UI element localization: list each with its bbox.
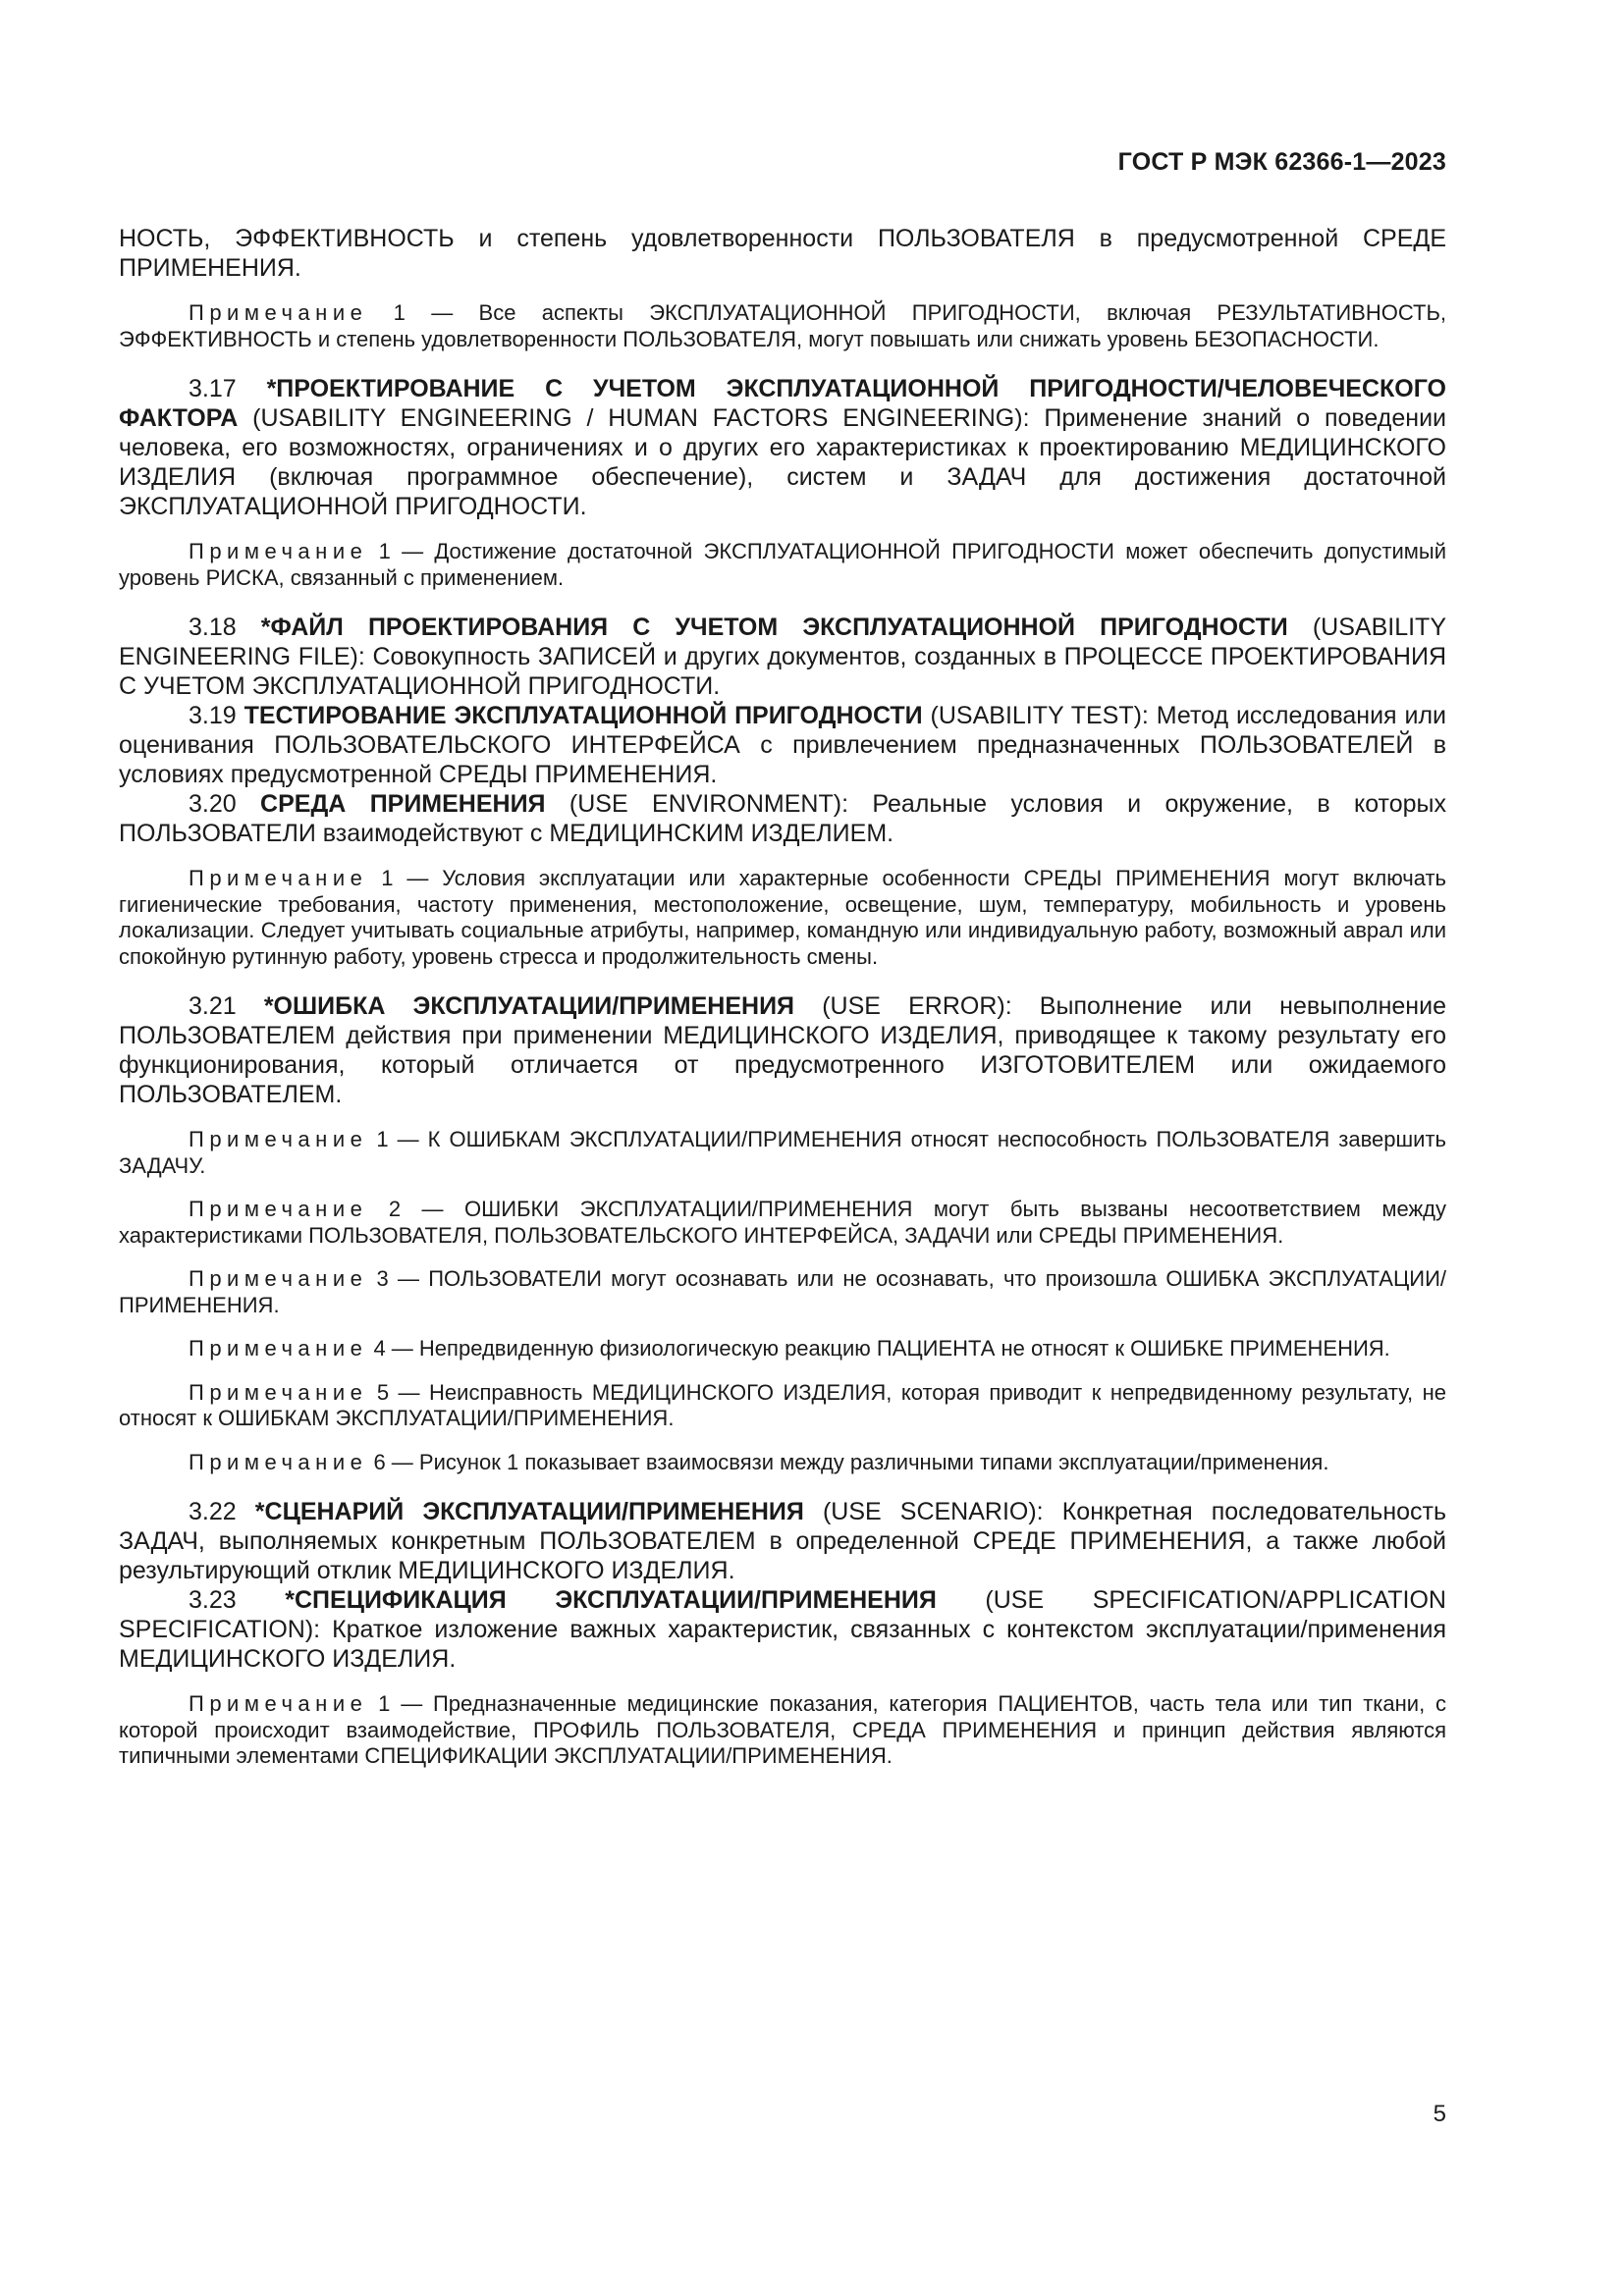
note-text: 4 — Непредвиденную физиологическую реакцию ПАЦИЕНТА не относят к ОШИБКЕ ПРИМЕНЕНИЯ. (367, 1336, 1390, 1361)
note-3-21-2 (119, 1197, 1446, 1249)
note-text: 1 — Предназначенные медицинские показания, категория ПАЦИЕНТОВ, часть тела или тип ткани, с которой происходит взаимодействие, ПРОФИЛЬ ПОЛЬЗОВАТЕЛЯ, СРЕДА ПРИМЕНЕНИЯ и принцип действия являются типичными элементами СПЕЦИФИКАЦИИ ЭКСПЛУАТАЦИИ/ПРИМЕНЕНИЯ. (119, 1691, 1446, 1768)
note-text: 1 — Условия эксплуатации или характерные особенности СРЕДЫ ПРИМЕНЕНИЯ могут включать гигиенические требования, частоту применения, местоположение, освещение, шум, температуру, мобильность и уровень локализации. Следует учитывать социальные атрибуты, например, командную или индивидуальную работу, возможный аврал или спокойную рутинную работу, уровень стресса и продолжительность смены. (119, 866, 1446, 969)
term-title: *ОШИБКА ЭКСПЛУАТАЦИИ/ПРИМЕНЕНИЯ (263, 992, 795, 1020)
term-definition: (USABILITY ENGINEERING / HUMAN FACTORS ENGINEERING): Применение знаний о поведении человека, его возможностях, ограничениях и о других его характеристиках к проектированию МЕДИЦИНСКОГО ИЗДЕЛИЯ (включая программное обеспечение), систем и ЗАДАЧ для достижения достаточной ЭКСПЛУАТАЦИОННОЙ ПРИГОДНОСТИ. (119, 404, 1446, 520)
term-definition: (USE SPECIFICATION/APPLICATION SPECIFICATION): Краткое изложение важных характеристик, связанных с контекстом эксплуатации/применения МЕДИЦИНСКОГО ИЗДЕЛИЯ. (119, 1586, 1446, 1673)
term-number: 3.19 (189, 702, 244, 729)
term-number: 3.22 (189, 1498, 255, 1525)
term-number: 3.18 (189, 614, 261, 641)
term-number: 3.17 (189, 375, 267, 402)
note-3-21-4 (119, 1336, 1446, 1362)
note-text: 1 — К ОШИБКАМ ЭКСПЛУАТАЦИИ/ПРИМЕНЕНИЯ относят неспособность ПОЛЬЗОВАТЕЛЯ завершить ЗАДАЧУ. (119, 1127, 1446, 1178)
page-number: 5 (1433, 2101, 1446, 2127)
note-intro-1 (119, 300, 1446, 352)
note-label: Примечание (189, 300, 368, 325)
term-definition: (USABILITY TEST): Метод исследования или оценивания ПОЛЬЗОВАТЕЛЬСКОГО ИНТЕРФЕЙСА с привлечением предназначенных ПОЛЬЗОВАТЕЛЕЙ в условиях предусмотренной СРЕДЫ ПРИМЕНЕНИЯ. (119, 702, 1447, 788)
note-text: 1 — Достижение достаточной ЭКСПЛУАТАЦИОННОЙ ПРИГОДНОСТИ может обеспечить допустимый уровень РИСКА, связанный с применением. (119, 539, 1446, 590)
intro-paragraph: НОСТЬ, ЭФФЕКТИВНОСТЬ и степень удовлетворенности ПОЛЬЗОВАТЕЛЯ в предусмотренной СРЕДЕ ПРИМЕНЕНИЯ. (119, 225, 1446, 282)
document-code: ГОСТ Р МЭК 62366-1—2023 (1117, 148, 1446, 176)
term-3-19 (119, 701, 1446, 789)
note-text: 1 — Все аспекты ЭКСПЛУАТАЦИОННОЙ ПРИГОДНОСТИ, включая РЕЗУЛЬТАТИВНОСТЬ, ЭФФЕКТИВНОСТЬ и степень удовлетворенности ПОЛЬЗОВАТЕЛЯ, могут повышать или снижать уровень БЕЗОПАСНОСТИ. (119, 300, 1446, 351)
term-number: 3.21 (189, 992, 264, 1020)
term-3-23 (119, 1585, 1446, 1674)
term-3-18 (119, 613, 1446, 701)
note-label: Примечание (189, 1449, 368, 1474)
note-label: Примечание (189, 1691, 368, 1716)
term-3-21 (119, 991, 1446, 1109)
note-label: Примечание (189, 1266, 368, 1291)
term-definition: (USABILITY ENGINEERING FILE): Совокупность ЗАПИСЕЙ и других документов, созданных в ПРОЦЕССЕ ПРОЕКТИРОВАНИЯ С УЧЕТОМ ЭКСПЛУАТАЦИОННОЙ ПРИГОДНОСТИ. (119, 614, 1446, 700)
note-3-20-1 (119, 866, 1446, 970)
term-title: СРЕДА ПРИМЕНЕНИЯ (260, 790, 546, 818)
term-title: ТЕСТИРОВАНИЕ ЭКСПЛУАТАЦИОННОЙ ПРИГОДНОСТИ (244, 702, 923, 729)
term-title: *ПРОЕКТИРОВАНИЕ С УЧЕТОМ ЭКСПЛУАТАЦИОННОЙ ПРИГОДНОСТИ/ЧЕЛОВЕЧЕСКОГО ФАКТОРА (119, 375, 1447, 432)
term-definition: (USE SCENARIO): Конкретная последовательность ЗАДАЧ, выполняемых конкретным ПОЛЬЗОВАТЕЛЕМ в определенной СРЕДЕ ПРИМЕНЕНИЯ, а также любой результирующий отклик МЕДИЦИНСКОГО ИЗДЕЛИЯ. (119, 1498, 1447, 1584)
note-text: 6 — Рисунок 1 показывает взаимосвязи между различными типами эксплуатации/применения. (367, 1449, 1329, 1474)
note-3-21-1 (119, 1127, 1446, 1179)
note-label: Примечание (189, 1336, 368, 1361)
note-label: Примечание (189, 1127, 368, 1151)
term-3-20 (119, 789, 1446, 848)
note-label: Примечание (189, 1379, 368, 1405)
note-label: Примечание (189, 866, 368, 890)
note-3-21-5 (119, 1380, 1446, 1432)
note-text: 3 — ПОЛЬЗОВАТЕЛИ могут осознавать или не осознавать, что произошла ОШИБКА ЭКСПЛУАТАЦИИ/ПРИМЕНЕНИЯ. (119, 1266, 1446, 1317)
note-3-21-6 (119, 1450, 1446, 1476)
note-3-23-1 (119, 1691, 1446, 1770)
note-text: 5 — Неисправность МЕДИЦИНСКОГО ИЗДЕЛИЯ, которая приводит к непредвиденному результату, не относят к ОШИБКАМ ЭКСПЛУАТАЦИИ/ПРИМЕНЕНИЯ. (119, 1379, 1446, 1430)
term-number: 3.23 (189, 1586, 286, 1614)
term-number: 3.20 (189, 790, 261, 818)
note-label: Примечание (189, 539, 368, 563)
note-3-21-3 (119, 1266, 1446, 1318)
note-label: Примечание (189, 1197, 368, 1221)
term-definition: (USE ENVIRONMENT): Реальные условия и окружение, в которых ПОЛЬЗОВАТЕЛИ взаимодействуют с МЕДИЦИНСКИМ ИЗДЕЛИЕМ. (119, 790, 1446, 847)
term-title: *СПЕЦИФИКАЦИЯ ЭКСПЛУАТАЦИИ/ПРИМЕНЕНИЯ (285, 1586, 937, 1614)
term-title: *СЦЕНАРИЙ ЭКСПЛУАТАЦИИ/ПРИМЕНЕНИЯ (254, 1498, 804, 1525)
term-3-17 (119, 374, 1446, 521)
note-text: 2 — ОШИБКИ ЭКСПЛУАТАЦИИ/ПРИМЕНЕНИЯ могут быть вызваны несоответствием между характеристиками ПОЛЬЗОВАТЕЛЯ, ПОЛЬЗОВАТЕЛЬСКОГО ИНТЕРФЕЙСА, ЗАДАЧИ или СРЕДЫ ПРИМЕНЕНИЯ. (119, 1197, 1446, 1248)
term-definition: (USE ERROR): Выполнение или невыполнение ПОЛЬЗОВАТЕЛЕМ действия при применении МЕДИЦИНСКОГО ИЗДЕЛИЯ, приводящее к такому результату его функционирования, который отличается от предусмотренного ИЗГОТОВИТЕЛЕМ или ожидаемого ПОЛЬЗОВАТЕЛЕМ. (119, 992, 1446, 1108)
term-3-22 (119, 1497, 1446, 1585)
term-title: *ФАЙЛ ПРОЕКТИРОВАНИЯ С УЧЕТОМ ЭКСПЛУАТАЦИОННОЙ ПРИГОДНОСТИ (260, 614, 1288, 641)
note-3-17-1 (119, 539, 1446, 591)
